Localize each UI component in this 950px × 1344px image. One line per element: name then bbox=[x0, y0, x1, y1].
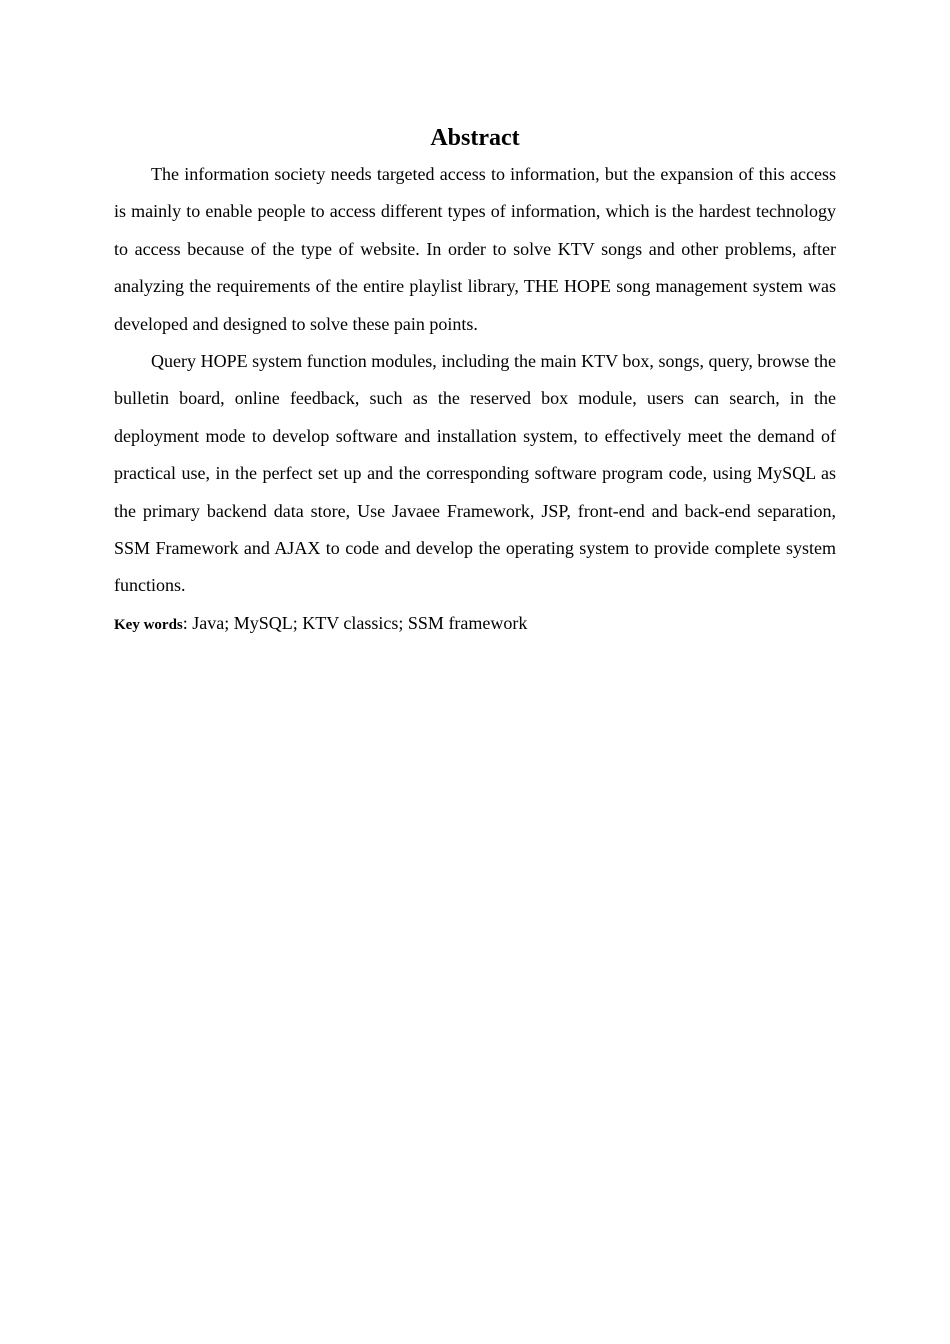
keywords-list: Java; MySQL; KTV classics; SSM framework bbox=[187, 612, 528, 633]
abstract-section bbox=[114, 122, 836, 644]
abstract-title: Abstract bbox=[430, 125, 520, 151]
keywords-line bbox=[114, 605, 836, 644]
abstract-paragraph-1: The information society needs targeted access to information, but the expansion of this access is mainly to enable people to access different types of information, which is the hardest technology to access because of the type of website. In order to solve KTV songs and other problems, after analyzing the requirements of the entire playlist library, THE HOPE song management system was developed and designed to solve these pain points. bbox=[114, 164, 836, 334]
keywords-label: Key words bbox=[114, 616, 183, 633]
abstract-paragraph-2: Query HOPE system function modules, including the main KTV box, songs, query, browse the bulletin board, online feedback, such as the reserved box module, users can search, in the deployment mode to develop software and installation system, to effectively meet the demand of practical use, in the perfect set up and the corresponding software program code, using MySQL as the primary backend data store, Use Javaee Framework, JSP, front-end and back-end separation, SSM Framework and AJAX to code and develop the operating system to provide complete system functions. bbox=[114, 351, 836, 596]
keywords-separator: : bbox=[182, 612, 188, 633]
